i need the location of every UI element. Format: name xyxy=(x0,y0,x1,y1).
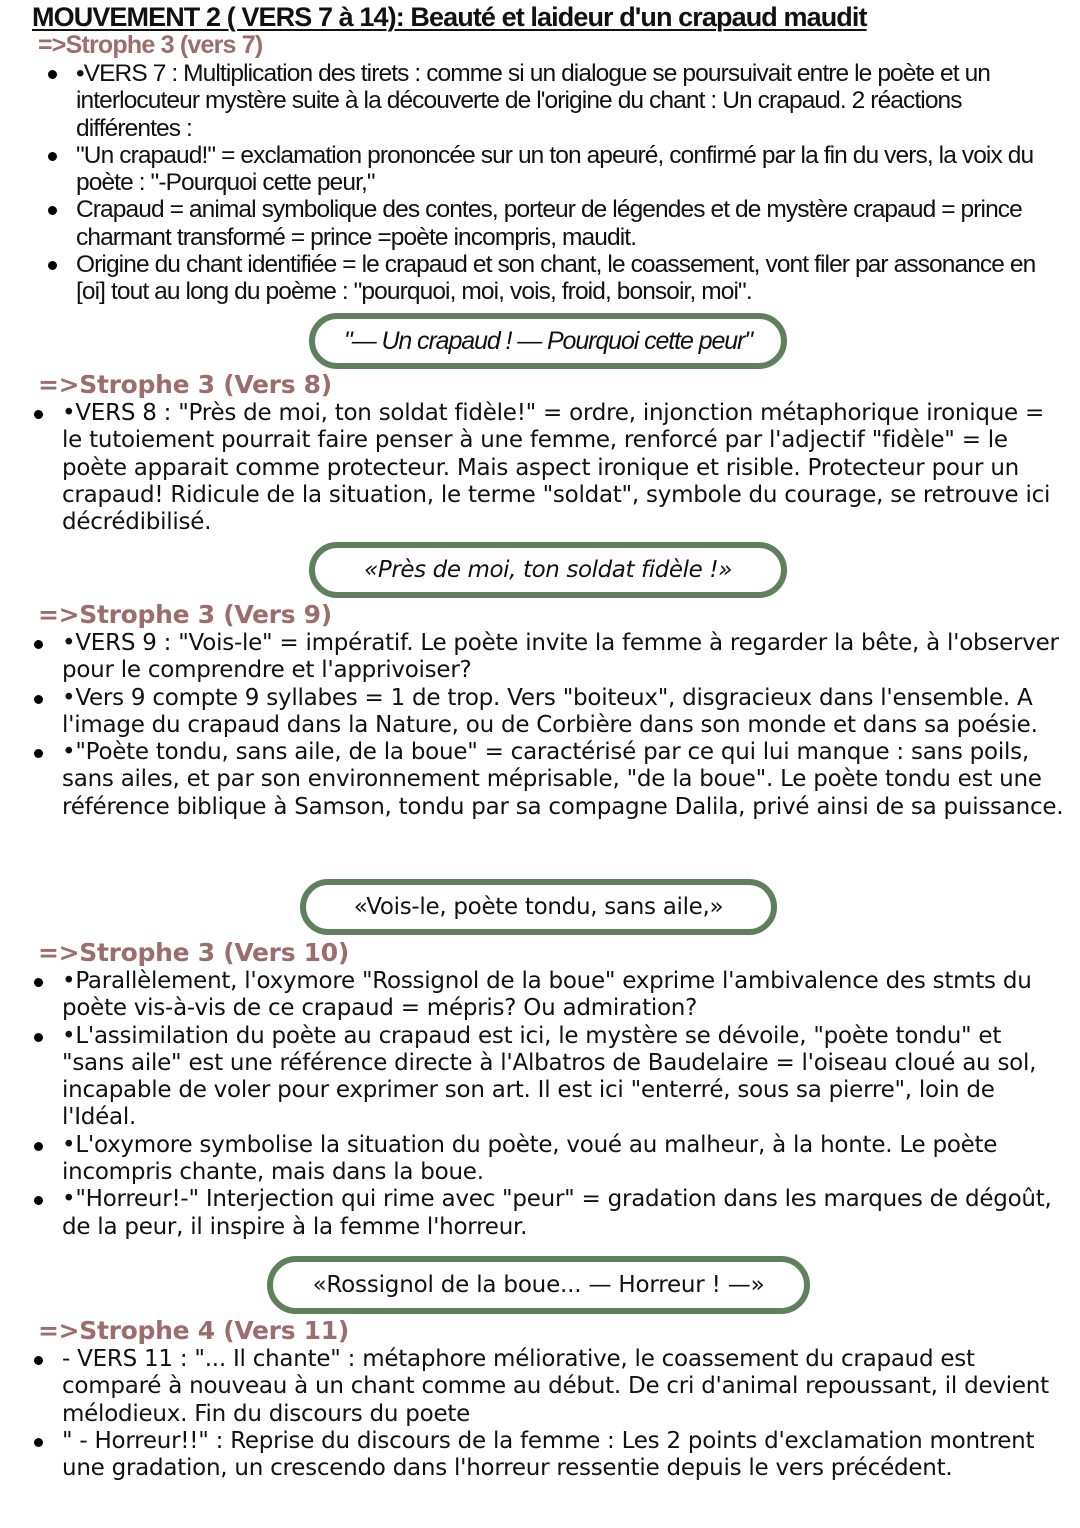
list-item: " - Horreur!!" : Reprise du discours de la femme : Les 2 points d'exclamation montrent une gradation, un crescendo dans l'horreur ressentie depuis le vers précédent. xyxy=(62,1428,1067,1483)
section-heading-strophe3-vers10: =>Strophe 3 (Vers 10) xyxy=(38,938,349,967)
quote-text: «Vois-le, poète tondu, sans aile,» xyxy=(353,894,724,920)
quote-box-vers7 xyxy=(309,313,787,369)
section-heading-strophe3-vers9: =>Strophe 3 (Vers 9) xyxy=(38,600,332,629)
quote-text: «Près de moi, ton soldat fidèle !» xyxy=(364,557,732,583)
bullet-list-vers9 xyxy=(62,630,1067,821)
list-item: •"Poète tondu, sans aile, de la boue" = caractérisé par ce qui lui manque : sans poils, sans ailes, et par son environnement méprisable, "de la boue". Le poète tondu est une référence biblique à Samson, tondu par sa compagne Dalila, privé ainsi de sa puissance. xyxy=(62,739,1067,821)
list-item: •L'assimilation du poète au crapaud est ici, le mystère se dévoile, "poète tondu" et "sans aile" est une référence directe à l'Albatros de Baudelaire = l'oiseau cloué au sol, incapable de voler pour exprimer son art. Il est ici "enterré, sous sa pierre", loin de l'Idéal. xyxy=(62,1023,1067,1132)
bullet-list-vers7 xyxy=(76,60,1066,306)
quote-box-vers8 xyxy=(309,542,787,598)
quote-text: "— Un crapaud ! — Pourquoi cette peur" xyxy=(343,326,753,355)
list-item: •L'oxymore symbolise la situation du poète, voué au malheur, à la honte. Le poète incompris chante, mais dans la boue. xyxy=(62,1132,1067,1187)
list-item: "Un crapaud!" = exclamation prononcée sur un ton apeuré, confirmé par la fin du vers, la voix du poète : "-Pourquoi cette peur," xyxy=(76,142,1066,197)
section-heading-strophe3-vers8: =>Strophe 3 (Vers 8) xyxy=(38,370,332,399)
list-item: •Parallèlement, l'oxymore "Rossignol de la boue" exprime l'ambivalence des stmts du poète vis-à-vis de ce crapaud = mépris? Ou admiration? xyxy=(62,968,1067,1023)
list-item: •VERS 7 : Multiplication des tirets : comme si un dialogue se poursuivait entre le poète et un interlocuteur mystère suite à la découverte de l'origine du chant : Un crapaud. 2 réactions différentes : xyxy=(76,60,1066,142)
page-title: MOUVEMENT 2 ( VERS 7 à 14): Beauté et laideur d'un crapaud maudit xyxy=(32,2,867,32)
bullet-list-vers8 xyxy=(62,400,1067,536)
quote-box-vers10 xyxy=(267,1256,810,1314)
quote-box-vers9 xyxy=(300,879,777,935)
quote-text: «Rossignol de la boue... — Horreur ! —» xyxy=(312,1272,765,1298)
list-item: •Vers 9 compte 9 syllabes = 1 de trop. Vers "boiteux", disgracieux dans l'ensemble. A l'image du crapaud dans la Nature, ou de Corbière dans son monde et dans sa poésie. xyxy=(62,685,1067,740)
list-item: Origine du chant identifiée = le crapaud et son chant, le coassement, vont filer par assonance en [oi] tout au long du poème : "pourquoi, moi, vois, froid, bonsoir, moi". xyxy=(76,251,1066,306)
list-item: •VERS 9 : "Vois-le" = impératif. Le poète invite la femme à regarder la bête, à l'observer pour le comprendre et l'apprivoiser? xyxy=(62,630,1067,685)
list-item: •VERS 8 : "Près de moi, ton soldat fidèle!" = ordre, injonction métaphorique ironique = le tutoiement pourrait faire penser à une femme, renforcé par l'adjectif "fidèle" = le poète apparait comme protecteur. Mais aspect ironique et risible. Protecteur pour un crapaud! Ridicule de la situation, le terme "soldat", symbole du courage, se retrouve ici décrédibilisé. xyxy=(62,400,1067,536)
bullet-list-vers11 xyxy=(62,1346,1067,1482)
list-item: Crapaud = animal symbolique des contes, porteur de légendes et de mystère crapaud = prince charmant transformé = prince =poète incompris, maudit. xyxy=(76,196,1066,251)
section-heading-strophe4-vers11: =>Strophe 4 (Vers 11) xyxy=(38,1316,349,1345)
bullet-list-vers10 xyxy=(62,968,1067,1241)
section-heading-strophe3-vers7: =>Strophe 3 (vers 7) xyxy=(38,31,263,59)
list-item: - VERS 11 : "... Il chante" : métaphore méliorative, le coassement du crapaud est comparé à nouveau à un chant comme au début. De cri d'animal repoussant, il devient mélodieux. Fin du discours du poete xyxy=(62,1346,1067,1428)
list-item: •"Horreur!-" Interjection qui rime avec "peur" = gradation dans les marques de dégoût, de la peur, il inspire à la femme l'horreur. xyxy=(62,1186,1067,1241)
